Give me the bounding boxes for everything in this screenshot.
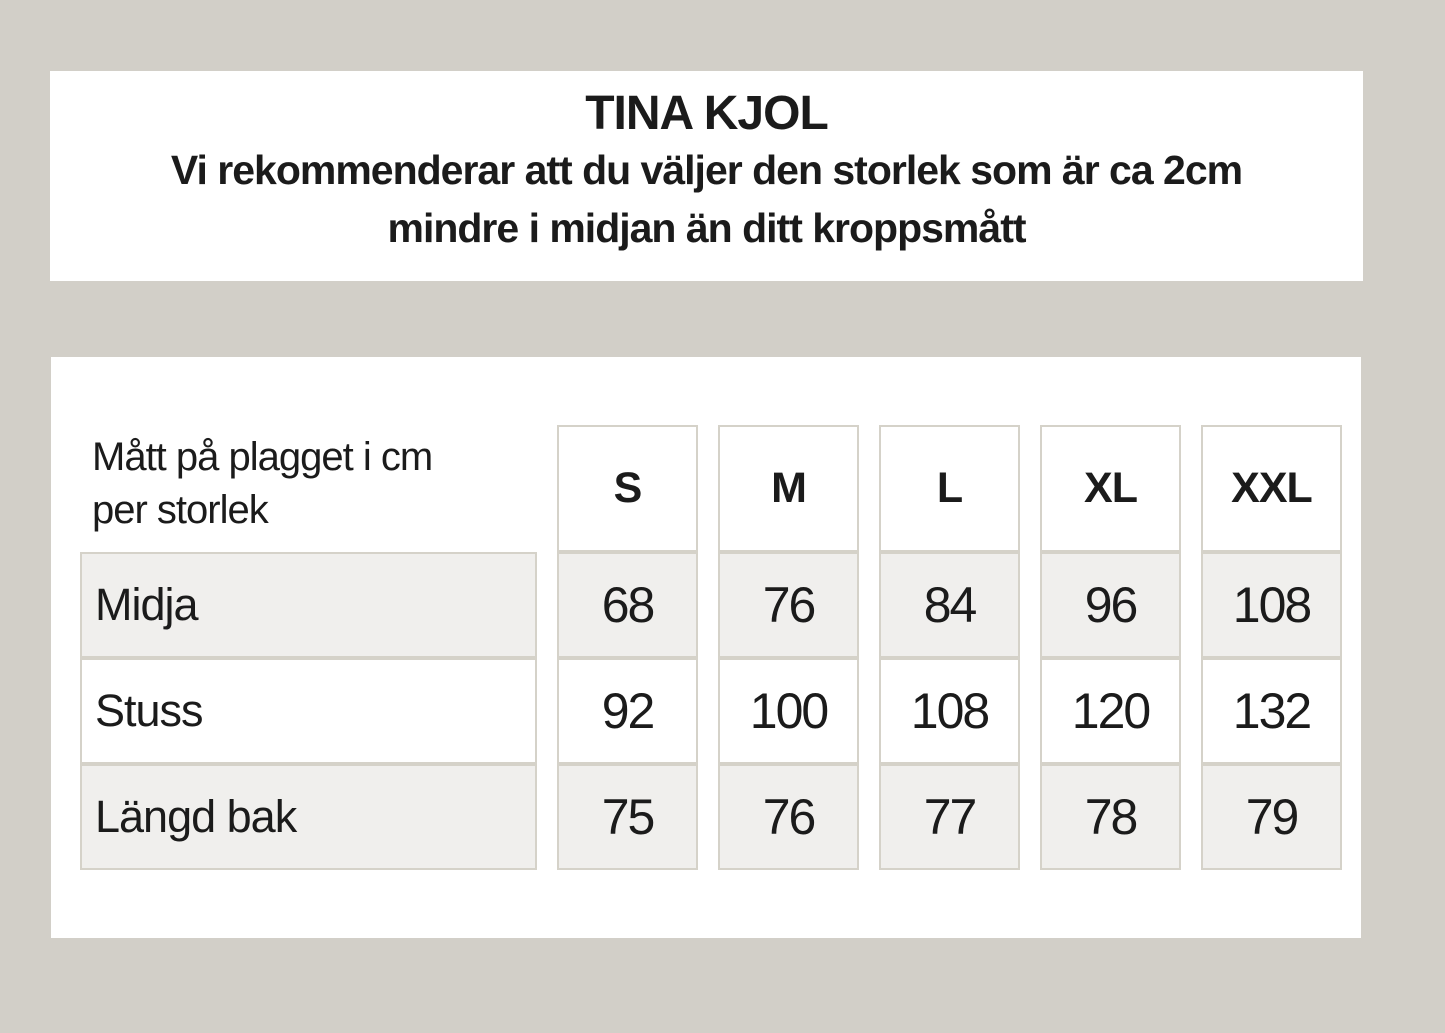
- size-column-xxl: [1201, 425, 1342, 870]
- cell-stuss-m: 100: [718, 658, 859, 764]
- cell-stuss-s: 92: [557, 658, 698, 764]
- cell-stuss-l: 108: [879, 658, 1020, 764]
- recommendation-line-2: mindre i midjan än ditt kroppsmått: [387, 205, 1026, 251]
- row-label-midja: Midja: [80, 552, 537, 658]
- size-column-xl: [1040, 425, 1181, 870]
- size-table-card: [51, 357, 1361, 938]
- cell-langd-bak-s: 75: [557, 764, 698, 870]
- column-header-s: S: [557, 425, 698, 552]
- row-label-langd-bak: Längd bak: [80, 764, 537, 870]
- cell-stuss-xl: 120: [1040, 658, 1181, 764]
- recommendation-line-1: Vi rekommenderar att du väljer den storlek som är ca 2cm: [170, 147, 1243, 193]
- cell-langd-bak-m: 76: [718, 764, 859, 870]
- size-column-l: [879, 425, 1020, 870]
- table-corner-label: Mått på plagget i cm per storlek: [80, 425, 537, 552]
- cell-stuss-xxl: 132: [1201, 658, 1342, 764]
- cell-langd-bak-xl: 78: [1040, 764, 1181, 870]
- size-table: [80, 425, 1342, 870]
- row-label-column: [80, 425, 537, 870]
- cell-langd-bak-l: 77: [879, 764, 1020, 870]
- column-header-m: M: [718, 425, 859, 552]
- column-header-xl: XL: [1040, 425, 1181, 552]
- column-header-xxl: XXL: [1201, 425, 1342, 552]
- header-card: [50, 71, 1363, 281]
- column-header-l: L: [879, 425, 1020, 552]
- size-column-m: [718, 425, 859, 870]
- size-column-s: [557, 425, 698, 870]
- product-title: TINA KJOL: [585, 87, 828, 140]
- cell-midja-s: 68: [557, 552, 698, 658]
- cell-midja-xxl: 108: [1201, 552, 1342, 658]
- cell-midja-xl: 96: [1040, 552, 1181, 658]
- cell-midja-m: 76: [718, 552, 859, 658]
- row-label-stuss: Stuss: [80, 658, 537, 764]
- cell-midja-l: 84: [879, 552, 1020, 658]
- cell-langd-bak-xxl: 79: [1201, 764, 1342, 870]
